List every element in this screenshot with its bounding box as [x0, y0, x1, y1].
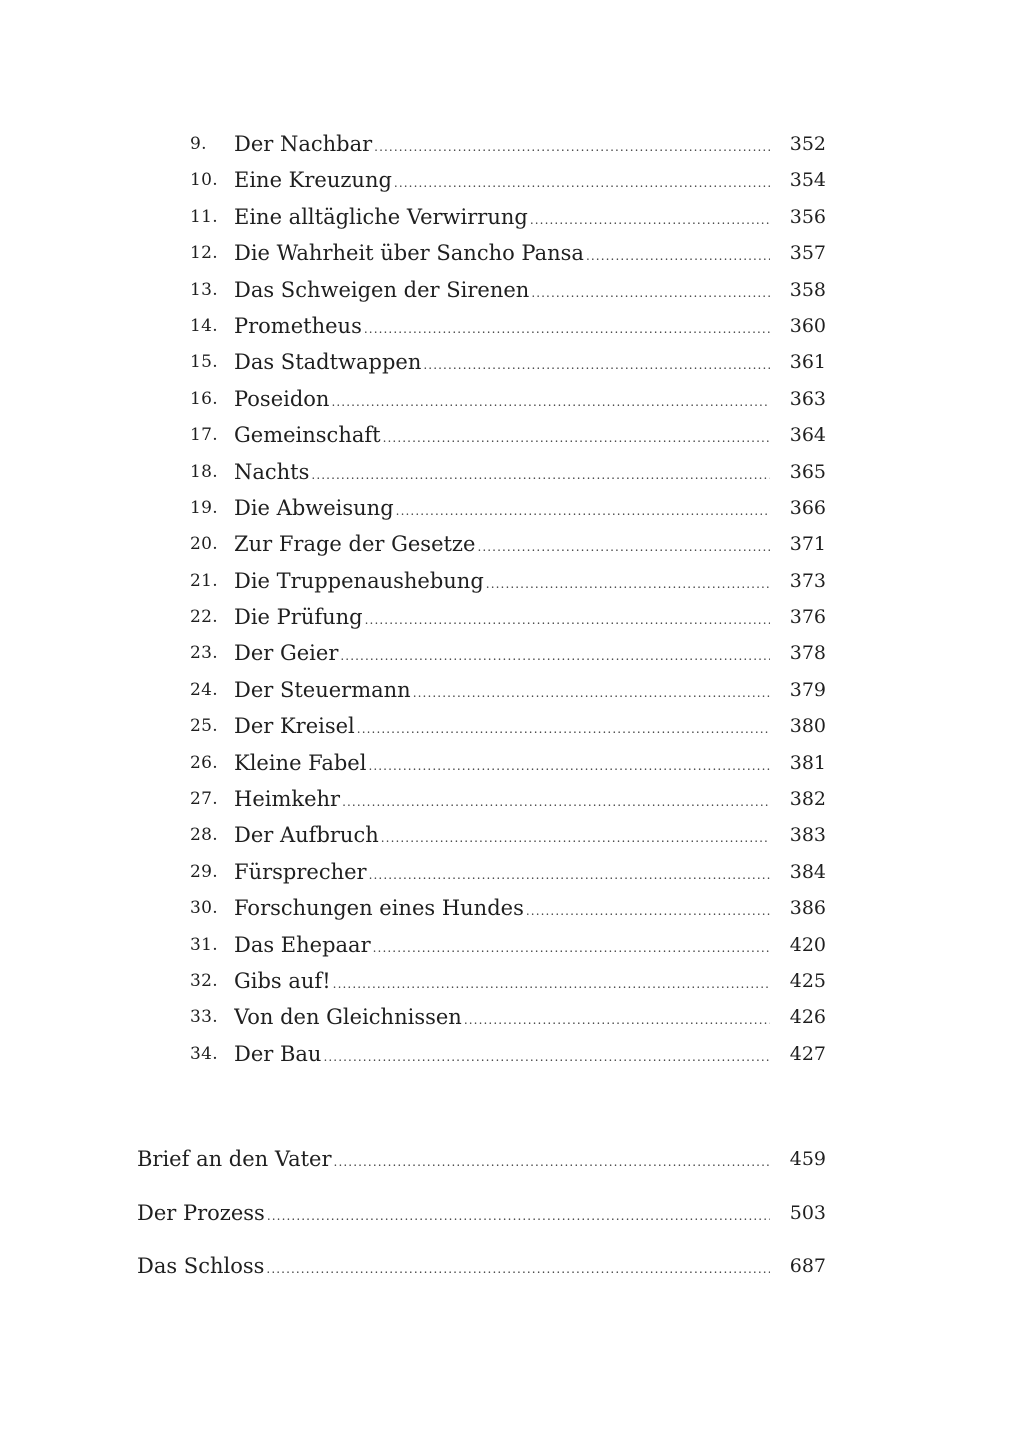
toc-entry-page: 354	[789, 169, 826, 192]
toc-entry	[0, 999, 1024, 1035]
toc-entry	[0, 526, 1024, 562]
dot-leader	[526, 893, 770, 929]
dot-leader	[334, 1141, 770, 1183]
toc-entry-title-wrap	[234, 854, 770, 893]
toc-entry-number: 21.	[190, 570, 218, 591]
toc-entry-title-wrap	[234, 927, 770, 966]
dot-leader	[464, 1002, 770, 1038]
toc-entry-number: 9.	[190, 134, 207, 154]
toc-entry	[0, 308, 1024, 344]
toc-entry-number: 22.	[190, 607, 218, 628]
toc-entry-page: 378	[789, 642, 826, 665]
toc-entry	[0, 126, 1024, 162]
toc-entry-number: 26.	[190, 752, 218, 773]
dot-leader	[364, 311, 770, 347]
toc-entry-title-wrap	[234, 1036, 770, 1075]
toc-entry-page: 371	[789, 533, 826, 556]
toc-work-page: 503	[789, 1201, 826, 1224]
toc-entry-title-wrap	[234, 672, 770, 711]
toc-entry	[0, 1036, 1024, 1072]
toc-entry-number: 14.	[190, 315, 218, 336]
toc-entry-page: 356	[789, 205, 826, 228]
toc-entry-page: 364	[789, 424, 826, 447]
toc-entry-page: 373	[789, 569, 826, 592]
toc-entry-page: 420	[789, 933, 826, 956]
toc-entry-title: Poseidon	[234, 386, 330, 411]
toc-entry-number: 30.	[190, 898, 218, 919]
toc-entry-title: Prometheus	[234, 313, 362, 338]
toc-entry	[0, 854, 1024, 890]
toc-entry-title: Der Nachbar	[234, 132, 373, 156]
toc-entry	[0, 199, 1024, 235]
dot-leader	[267, 1195, 770, 1237]
toc-entry-title: Zur Frage der Gesetze	[234, 532, 476, 557]
toc-entry-number: 10.	[190, 170, 218, 191]
toc-entry	[0, 344, 1024, 380]
toc-entry-list	[0, 126, 1024, 1072]
dot-leader	[381, 820, 770, 856]
toc-entry-number: 11.	[190, 206, 218, 227]
toc-entry-title-wrap	[234, 817, 770, 856]
toc-entry	[0, 381, 1024, 417]
toc-entry-title-wrap	[234, 162, 770, 201]
toc-entry-title: Die Wahrheit über Sancho Pansa	[234, 241, 584, 266]
toc-entry-title: Forschungen eines Hundes	[234, 896, 524, 921]
toc-entry-title: Der Geier	[234, 641, 339, 666]
toc-entry-page: 384	[789, 860, 826, 883]
toc-entry-title: Das Stadtwappen	[234, 350, 422, 375]
toc-entry-page: 427	[789, 1042, 826, 1065]
toc-entry-title-wrap	[234, 563, 770, 602]
toc-entry-number: 27.	[190, 789, 218, 810]
toc-entry-title-wrap	[234, 344, 770, 383]
toc-work-page: 687	[789, 1255, 826, 1277]
toc-entry-title-wrap	[234, 235, 770, 274]
toc-entry-number: 24.	[190, 679, 218, 700]
toc-entry-page: 425	[789, 969, 826, 992]
toc-entry-page: 361	[789, 351, 826, 374]
toc-entry	[0, 708, 1024, 744]
toc-entry-title-wrap	[234, 126, 770, 165]
toc-entry-number: 31.	[190, 934, 218, 955]
toc-entry-number: 28.	[190, 825, 218, 846]
toc-entry-title-wrap	[234, 526, 770, 565]
toc-entry-title-wrap	[234, 454, 770, 493]
toc-entry-number: 20.	[190, 534, 218, 555]
toc-entry-page: 352	[789, 133, 826, 155]
toc-entry-number: 34.	[190, 1043, 218, 1064]
toc-entry-page: 376	[789, 606, 826, 629]
toc-entry-title: Der Bau	[234, 1041, 322, 1066]
toc-entry-title: Das Schweigen der Sirenen	[234, 277, 530, 302]
toc-entry-title: Von den Gleichnissen	[234, 1005, 462, 1030]
toc-entry-number: 16.	[190, 388, 218, 409]
toc-entry-title-wrap	[234, 272, 770, 311]
dot-leader	[383, 420, 770, 456]
toc-entry-page: 379	[789, 678, 826, 701]
dot-leader	[369, 857, 770, 893]
toc-entry-page: 426	[789, 1006, 826, 1029]
toc-work	[0, 1138, 1024, 1192]
toc-entry-page: 382	[789, 788, 826, 811]
toc-entry-page: 357	[789, 242, 826, 265]
dot-leader	[586, 238, 770, 274]
toc-entry-page: 383	[789, 824, 826, 847]
toc-entry-title: Gibs auf!	[234, 968, 331, 993]
toc-work-page: 459	[789, 1148, 826, 1170]
dot-leader	[368, 748, 770, 784]
toc-entry-number: 23.	[190, 643, 218, 664]
dot-leader	[477, 529, 770, 565]
toc-entry-title: Der Aufbruch	[234, 823, 379, 848]
toc-entry-number: 15.	[190, 352, 218, 373]
toc-entry	[0, 817, 1024, 853]
toc-entry	[0, 672, 1024, 708]
toc-entry-title: Die Truppenaushebung	[234, 568, 484, 593]
dot-leader	[394, 165, 770, 201]
toc-entry-number: 13.	[190, 279, 218, 300]
toc-entry	[0, 599, 1024, 635]
toc-work-title-wrap	[137, 1245, 770, 1290]
toc-work	[0, 1192, 1024, 1246]
toc-entry-title-wrap	[234, 745, 770, 784]
toc-work-title: Brief an den Vater	[137, 1147, 332, 1171]
toc-entry-title: Gemeinschaft	[234, 423, 381, 448]
dot-leader	[373, 930, 770, 966]
dot-leader	[311, 457, 770, 493]
toc-works-list	[0, 1138, 1024, 1299]
dot-leader	[333, 966, 770, 1002]
toc-entry-page: 380	[789, 715, 826, 738]
toc-entry	[0, 963, 1024, 999]
toc-entry-title: Kleine Fabel	[234, 750, 367, 775]
toc-entry-title: Der Kreisel	[234, 714, 355, 739]
toc-entry	[0, 890, 1024, 926]
toc-entry-title-wrap	[234, 708, 770, 747]
dot-leader	[396, 493, 770, 529]
toc-entry	[0, 635, 1024, 671]
toc-entry-title: Die Prüfung	[234, 605, 363, 630]
dot-leader	[342, 784, 770, 820]
toc-entry	[0, 490, 1024, 526]
toc-entry-title: Der Steuermann	[234, 677, 411, 702]
toc-entry-title: Eine alltägliche Verwirrung	[234, 204, 528, 229]
dot-leader	[531, 275, 770, 311]
toc-entry-number: 25.	[190, 716, 218, 737]
toc-entry-page: 381	[789, 751, 826, 774]
toc-entry-number: 29.	[190, 861, 218, 882]
toc-entry	[0, 781, 1024, 817]
toc-entry-title-wrap	[234, 199, 770, 238]
toc-entry-page: 358	[789, 278, 826, 301]
toc-entry-title-wrap	[234, 635, 770, 674]
toc-entry-title-wrap	[234, 963, 770, 1002]
dot-leader	[530, 202, 770, 238]
toc-entry-number: 18.	[190, 461, 218, 482]
dot-leader	[331, 384, 770, 420]
toc-entry	[0, 745, 1024, 781]
toc-entry-title-wrap	[234, 308, 770, 347]
toc-entry-number: 12.	[190, 243, 218, 264]
dot-leader	[365, 602, 770, 638]
dot-leader	[340, 638, 770, 674]
toc-entry-title-wrap	[234, 381, 770, 420]
toc-work	[0, 1245, 1024, 1299]
dot-leader	[486, 566, 770, 602]
toc-entry-title: Eine Kreuzung	[234, 168, 392, 193]
dot-leader	[323, 1039, 770, 1075]
toc-entry-number: 33.	[190, 1007, 218, 1028]
toc-entry-number: 17.	[190, 425, 218, 446]
dot-leader	[413, 675, 770, 711]
toc-entry-page: 360	[789, 314, 826, 337]
toc-entry-page: 365	[789, 460, 826, 483]
toc-entry	[0, 162, 1024, 198]
toc-entry-title-wrap	[234, 490, 770, 529]
toc-entry-page: 363	[789, 387, 826, 410]
toc-entry-title-wrap	[234, 890, 770, 929]
toc-entry-page: 366	[789, 496, 826, 519]
toc-entry-number: 32.	[190, 970, 218, 991]
toc-work-title: Der Prozess	[137, 1200, 265, 1225]
toc-entry-page: 386	[789, 897, 826, 920]
toc-work-title-wrap	[137, 1138, 770, 1183]
toc-entry	[0, 272, 1024, 308]
dot-leader	[357, 711, 770, 747]
toc-work-title: Das Schloss	[137, 1254, 265, 1278]
toc-entry-title-wrap	[234, 599, 770, 638]
toc-entry-title: Heimkehr	[234, 787, 341, 812]
toc-entry-title: Fürsprecher	[234, 859, 367, 884]
toc-entry	[0, 563, 1024, 599]
toc-entry	[0, 454, 1024, 490]
toc-work-title-wrap	[137, 1192, 770, 1237]
toc-entry-title-wrap	[234, 781, 770, 820]
toc-entry-title: Nachts	[234, 459, 310, 484]
toc-entry	[0, 927, 1024, 963]
dot-leader	[374, 129, 770, 165]
toc-entry-title-wrap	[234, 417, 770, 456]
toc-entry-title: Das Ehepaar	[234, 932, 371, 957]
toc-entry-title: Die Abweisung	[234, 495, 394, 520]
dot-leader	[423, 347, 770, 383]
toc-entry	[0, 417, 1024, 453]
toc-entry	[0, 235, 1024, 271]
toc-entry-number: 19.	[190, 497, 218, 518]
dot-leader	[266, 1248, 770, 1290]
toc-entry-title-wrap	[234, 999, 770, 1038]
